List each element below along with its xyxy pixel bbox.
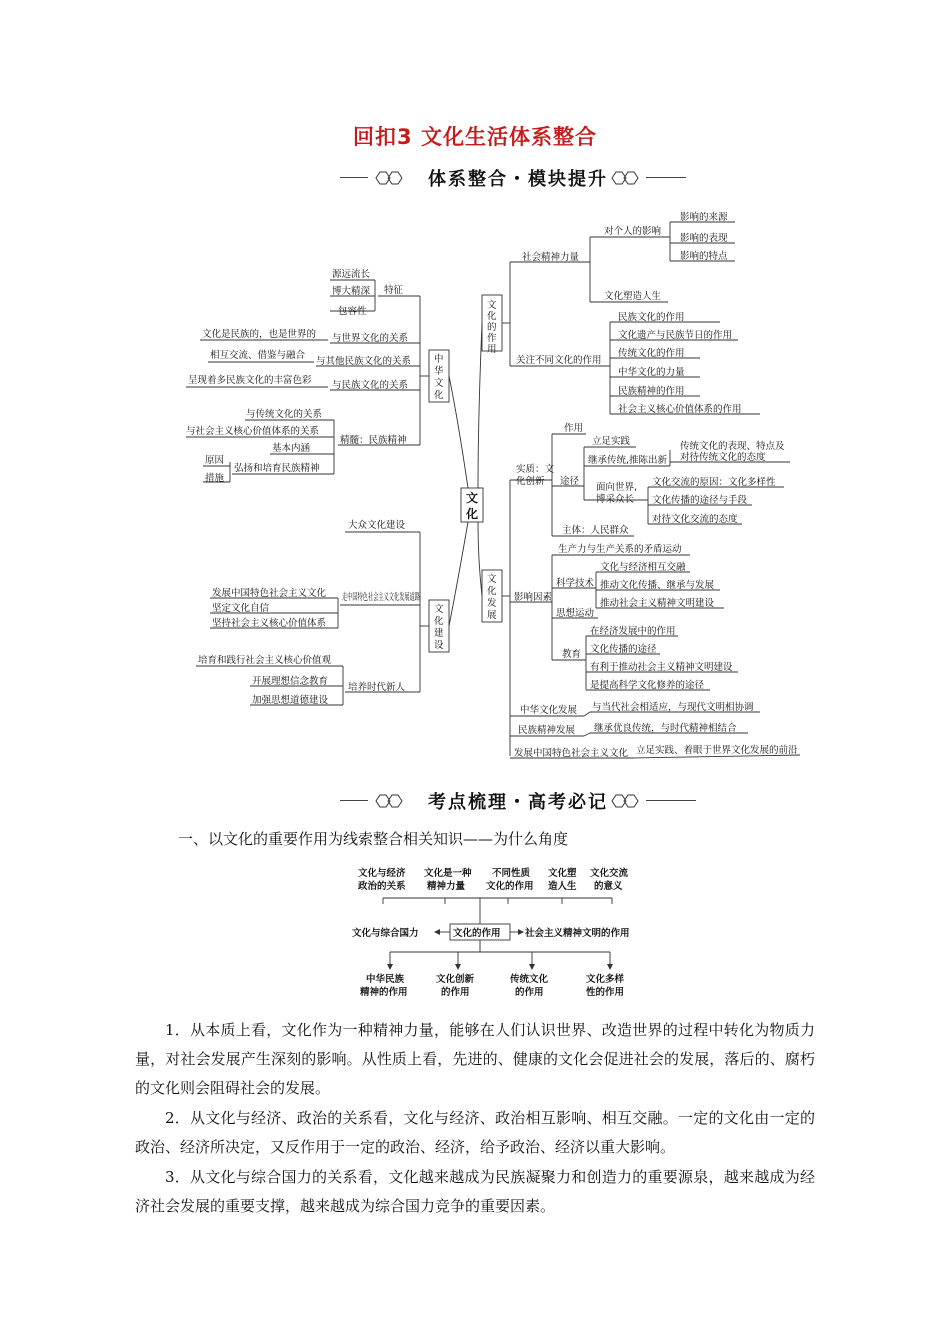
mm-item: 在经济发展中的作用 [590, 626, 676, 637]
svg-text:的: 的 [487, 322, 497, 333]
mm-item: 影响的表现 [680, 233, 728, 244]
d2-top: 的意义 [594, 881, 623, 892]
paragraph-1: 1．从本质上看，文化作为一种精神力量，能够在人们认识世界、改造世界的过程中转化为物质力量，对社会发展产生深刻的影响。从性质上看，先进的、健康的文化会促进社会的发展，落后的、腐朽的文化则会阻碍社会的发展。 [135, 1021, 815, 1097]
mm-item: 文化交流的原因：文化多样性 [652, 477, 776, 488]
svg-text:化: 化 [434, 390, 444, 401]
mm-item: 有利于推动社会主义精神文明建设 [590, 662, 733, 673]
mm-item: 关注不同文化的作用 [516, 355, 602, 366]
mm-shizhi-1: 实质：文 [516, 464, 555, 475]
mm-item: 坚定文化自信 [212, 603, 270, 614]
mm-item: 中华文化发展 [520, 705, 578, 716]
svg-text:文: 文 [487, 300, 497, 311]
mm-item: 影响的来源 [680, 212, 728, 223]
mm-shizhi-2: 化创新 [516, 476, 545, 487]
d2-top: 文化与经济 [358, 868, 406, 879]
svg-text:文: 文 [434, 378, 444, 389]
mm-item: 措施 [205, 473, 225, 484]
mm-item: 博大精深 [332, 286, 371, 297]
mm-item: 教育 [562, 649, 582, 660]
mm-item: 民族文化的作用 [618, 312, 685, 323]
svg-text:用: 用 [487, 344, 497, 355]
svg-text:化: 化 [487, 586, 497, 597]
mm-item: 途径 [560, 476, 580, 487]
svg-text:文: 文 [434, 604, 444, 615]
mm-item: 与民族文化的关系 [332, 380, 409, 391]
mm-item: 面向世界, [596, 482, 638, 493]
mm-item: 立足实践、着眼于世界文化发展的前沿 [636, 745, 798, 756]
mm-item: 原因 [205, 455, 225, 466]
section-title-system: 体系整合・模块提升 [428, 169, 608, 190]
d2-top: 文化的作用 [486, 881, 534, 892]
mm-item: 是提高科学文化修养的途径 [590, 680, 705, 691]
mm-item: 民族精神发展 [518, 725, 576, 736]
mm-item: 大众文化建设 [348, 520, 406, 531]
mm-item: 生产力与生产关系的矛盾运动 [558, 544, 682, 555]
mm-item: 文化传播的途径与手段 [652, 495, 748, 506]
mm-item: 开展理想信念教育 [252, 676, 329, 687]
mm-item: 与当代社会相适应，与现代文明相协调 [592, 702, 754, 713]
d2-center: 文化的作用 [453, 928, 501, 939]
mm-item: 培育和践行社会主义核心价值观 [198, 655, 332, 666]
page-title: 回扣3 文化生活体系整合 [353, 125, 597, 149]
mm-item: 继承优良传统，与时代精神相结合 [594, 723, 737, 734]
mm-item: 精髓：民族精神 [340, 435, 407, 446]
section-banner-2 [340, 788, 696, 814]
d2-bottom: 精神的作用 [360, 987, 408, 998]
mm-item: 与其他民族文化的关系 [316, 356, 412, 367]
mm-item: 加强思想道德建设 [252, 695, 329, 706]
mm-item: 文化传播的途径 [590, 644, 657, 655]
svg-text:中: 中 [434, 354, 444, 365]
mm-item: 立足实践 [592, 436, 631, 447]
mm-item: 基本内涵 [272, 443, 311, 454]
d2-bottom: 的作用 [441, 987, 470, 998]
mm-item: 社会主义核心价值体系的作用 [618, 404, 742, 415]
d2-top: 造人生 [548, 881, 577, 892]
d2-bottom: 中华民族 [366, 974, 405, 985]
mm-item: 文化塑造人生 [604, 291, 662, 302]
mm-item: 对待传统文化的态度 [680, 452, 766, 463]
mm-item: 推动文化传播、继承与发展 [600, 580, 715, 591]
d2-bottom: 文化创新 [436, 974, 475, 985]
mm-item: 传统文化的作用 [618, 348, 685, 359]
svg-text:华: 华 [434, 366, 444, 377]
svg-text:展: 展 [487, 610, 497, 621]
svg-text:发: 发 [487, 598, 497, 609]
mm-item: 走中国特色社会主义文化发展道路 [342, 592, 485, 603]
mm-item: 思想运动 [556, 608, 595, 619]
mm-item: 科学技术 [556, 578, 595, 589]
d2-bottom: 文化多样 [586, 974, 625, 985]
mm-item: 文化与经济相互交融 [600, 562, 686, 573]
d2-left: 文化与综合国力 [352, 928, 419, 939]
mm-item: 博采众长 [596, 494, 635, 505]
mm-item: 作用 [564, 423, 584, 434]
svg-text:文: 文 [487, 574, 497, 585]
paragraph-3: 3．从文化与综合国力的关系看，文化越来越成为民族凝聚力和创造力的重要源泉，越来越成为经济社会发展的重要支撑，越来越成为综合国力竞争的重要因素。 [135, 1168, 815, 1215]
mm-item: 与世界文化的关系 [332, 333, 409, 344]
mm-item: 文化是民族的，也是世界的 [202, 329, 317, 340]
mm-tezheng: 特征 [384, 285, 404, 296]
d2-bottom: 的作用 [515, 987, 544, 998]
mindmap-center-2: 化 [466, 507, 479, 521]
mm-item: 培养时代新人 [348, 682, 406, 693]
svg-text:建: 建 [434, 628, 444, 639]
d2-right: 社会主义精神文明的作用 [525, 928, 630, 939]
mm-item: 发展中国特色社会主义文化 [212, 588, 327, 599]
d2-top: 政治的关系 [358, 881, 406, 892]
mm-item: 与社会主义核心价值体系的关系 [186, 426, 320, 437]
mm-item: 继承传统,推陈出新 [588, 455, 668, 466]
mm-item: 推动社会主义精神文明建设 [600, 598, 715, 609]
svg-text:化: 化 [487, 311, 497, 322]
mm-item: 社会精神力量 [522, 252, 580, 263]
svg-text:化: 化 [434, 616, 444, 627]
d2-top: 不同性质 [492, 868, 531, 879]
mm-item: 影响的特点 [680, 251, 728, 262]
svg-text:设: 设 [434, 640, 444, 651]
d2-bottom: 性的作用 [586, 987, 625, 998]
mm-item: 中华文化的力量 [618, 367, 685, 378]
paragraph-2: 2．从文化与经济、政治的关系看，文化与经济、政治相互影响、相互交融。一定的文化由一定的政治、经济所决定，又反作用于一定的政治、经济，给予政治、经济以重大影响。 [135, 1109, 815, 1156]
mm-item: 发展中国特色社会主义文化 [514, 748, 629, 759]
heading-1: 一、以文化的重要作用为线索整合相关知识——为什么角度 [178, 830, 569, 848]
mm-item: 弘扬和培育民族精神 [234, 463, 320, 474]
mm-item: 传统文化的表现、特点及 [680, 441, 785, 452]
svg-text:作: 作 [487, 333, 497, 344]
diagram-culture-role [0, 860, 950, 1005]
mm-item: 包容性 [338, 306, 367, 317]
mm-item: 源远流长 [332, 269, 371, 280]
section-title-exam: 考点梳理・高考必记 [428, 792, 608, 813]
mindmap-center-1: 文 [466, 491, 479, 505]
d2-top: 文化交流 [590, 868, 629, 879]
mm-item: 主体：人民群众 [562, 525, 629, 536]
d2-bottom: 传统文化 [510, 974, 549, 985]
mm-item: 相互交流、借鉴与融合 [210, 350, 306, 361]
mm-item: 对个人的影响 [604, 226, 662, 237]
mm-item: 影响因素 [514, 592, 553, 603]
mm-item: 对待文化交流的态度 [652, 514, 738, 525]
mm-item: 文化遗产与民族节日的作用 [618, 330, 733, 341]
d2-top: 精神力量 [427, 881, 466, 892]
mm-item: 民族精神的作用 [618, 386, 685, 397]
d2-top: 文化是一种 [424, 868, 472, 879]
mm-item: 与传统文化的关系 [246, 409, 323, 420]
mm-item: 坚持社会主义核心价值体系 [212, 618, 327, 629]
d2-top: 文化塑 [548, 868, 577, 879]
mm-item: 呈现着多民族文化的丰富色彩 [188, 375, 312, 386]
